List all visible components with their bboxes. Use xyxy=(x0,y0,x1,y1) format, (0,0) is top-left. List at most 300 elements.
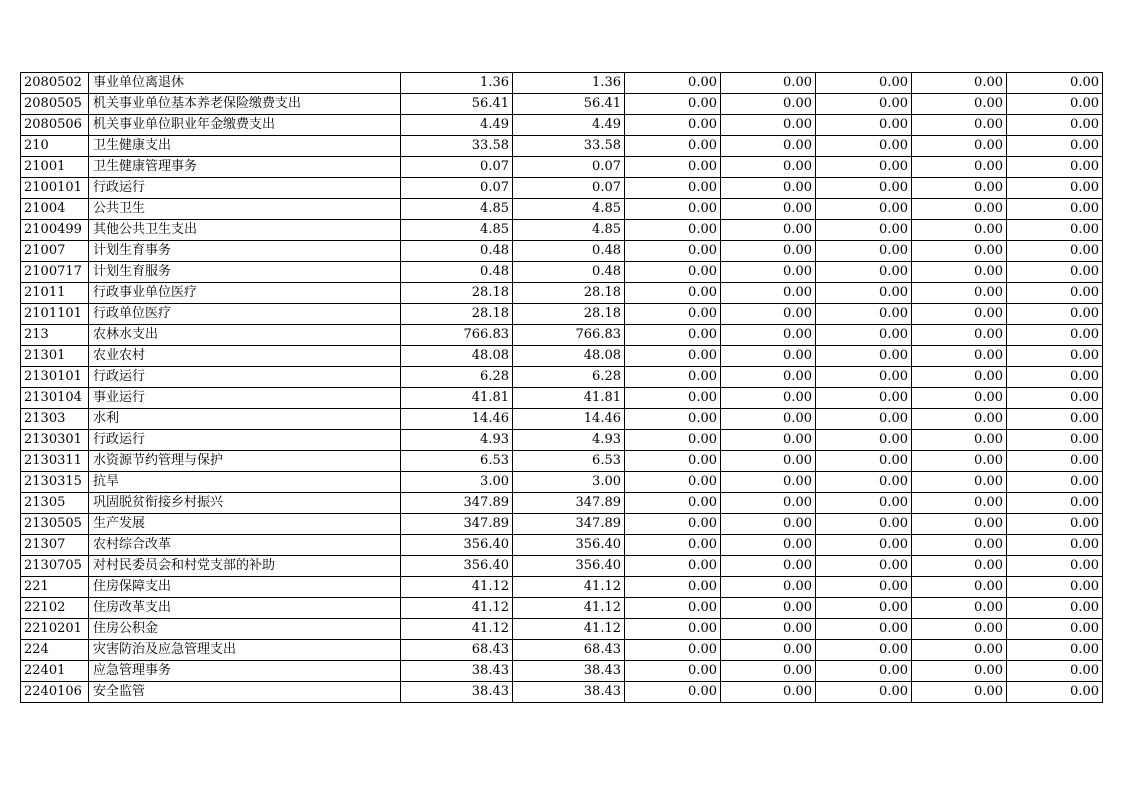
amount-cell: 0.00 xyxy=(625,157,721,178)
amount-cell: 4.49 xyxy=(401,115,513,136)
table-row xyxy=(21,178,1103,199)
amount-cell: 0.00 xyxy=(1007,115,1103,136)
amount-cell: 0.00 xyxy=(721,640,816,661)
amount-cell: 0.00 xyxy=(721,220,816,241)
amount-cell: 0.00 xyxy=(912,451,1007,472)
amount-cell: 0.00 xyxy=(1007,94,1103,115)
amount-cell: 0.00 xyxy=(1007,199,1103,220)
amount-cell: 0.00 xyxy=(816,598,912,619)
amount-cell: 0.00 xyxy=(721,682,816,703)
amount-cell: 0.00 xyxy=(625,325,721,346)
subject-name-cell: 农林水支出 xyxy=(89,325,401,346)
amount-cell: 41.12 xyxy=(513,598,625,619)
amount-cell: 0.00 xyxy=(721,472,816,493)
amount-cell: 0.00 xyxy=(1007,136,1103,157)
subject-name-cell: 卫生健康支出 xyxy=(89,136,401,157)
amount-cell: 0.00 xyxy=(721,493,816,514)
subject-code-cell: 2080502 xyxy=(21,73,89,94)
amount-cell: 0.00 xyxy=(816,115,912,136)
amount-cell: 0.00 xyxy=(816,220,912,241)
amount-cell: 0.00 xyxy=(912,157,1007,178)
amount-cell: 0.00 xyxy=(912,325,1007,346)
amount-cell: 766.83 xyxy=(513,325,625,346)
subject-code-cell: 2130315 xyxy=(21,472,89,493)
amount-cell: 4.85 xyxy=(513,220,625,241)
amount-cell: 0.00 xyxy=(1007,472,1103,493)
amount-cell: 0.00 xyxy=(721,73,816,94)
amount-cell: 33.58 xyxy=(401,136,513,157)
amount-cell: 68.43 xyxy=(513,640,625,661)
subject-code-cell: 2100101 xyxy=(21,178,89,199)
amount-cell: 0.00 xyxy=(816,577,912,598)
subject-code-cell: 2130101 xyxy=(21,367,89,388)
amount-cell: 0.00 xyxy=(721,535,816,556)
amount-cell: 0.00 xyxy=(816,661,912,682)
amount-cell: 0.00 xyxy=(1007,514,1103,535)
table-row xyxy=(21,619,1103,640)
amount-cell: 0.00 xyxy=(816,367,912,388)
amount-cell: 1.36 xyxy=(513,73,625,94)
subject-name-cell: 水利 xyxy=(89,409,401,430)
amount-cell: 0.00 xyxy=(1007,388,1103,409)
amount-cell: 347.89 xyxy=(513,493,625,514)
table-row xyxy=(21,493,1103,514)
amount-cell: 0.00 xyxy=(912,283,1007,304)
amount-cell: 0.00 xyxy=(1007,619,1103,640)
amount-cell: 0.00 xyxy=(1007,283,1103,304)
subject-code-cell: 2130705 xyxy=(21,556,89,577)
subject-code-cell: 224 xyxy=(21,640,89,661)
amount-cell: 0.00 xyxy=(816,409,912,430)
amount-cell: 0.00 xyxy=(721,661,816,682)
table-row xyxy=(21,472,1103,493)
amount-cell: 0.00 xyxy=(816,430,912,451)
subject-name-cell: 水资源节约管理与保护 xyxy=(89,451,401,472)
subject-code-cell: 21004 xyxy=(21,199,89,220)
amount-cell: 0.00 xyxy=(1007,598,1103,619)
amount-cell: 0.00 xyxy=(816,388,912,409)
amount-cell: 0.00 xyxy=(912,73,1007,94)
amount-cell: 6.53 xyxy=(401,451,513,472)
amount-cell: 48.08 xyxy=(401,346,513,367)
amount-cell: 0.00 xyxy=(912,535,1007,556)
amount-cell: 0.00 xyxy=(1007,157,1103,178)
amount-cell: 4.49 xyxy=(513,115,625,136)
amount-cell: 0.00 xyxy=(721,598,816,619)
subject-code-cell: 210 xyxy=(21,136,89,157)
amount-cell: 0.00 xyxy=(912,115,1007,136)
amount-cell: 48.08 xyxy=(513,346,625,367)
amount-cell: 0.00 xyxy=(816,493,912,514)
amount-cell: 0.00 xyxy=(625,493,721,514)
amount-cell: 0.00 xyxy=(721,388,816,409)
amount-cell: 56.41 xyxy=(401,94,513,115)
amount-cell: 0.00 xyxy=(1007,430,1103,451)
amount-cell: 356.40 xyxy=(401,556,513,577)
amount-cell: 0.00 xyxy=(816,73,912,94)
subject-name-cell: 机关事业单位基本养老保险缴费支出 xyxy=(89,94,401,115)
amount-cell: 0.00 xyxy=(816,304,912,325)
subject-code-cell: 21011 xyxy=(21,283,89,304)
subject-code-cell: 21305 xyxy=(21,493,89,514)
amount-cell: 0.00 xyxy=(625,283,721,304)
amount-cell: 0.00 xyxy=(625,178,721,199)
table-row xyxy=(21,199,1103,220)
amount-cell: 0.00 xyxy=(625,661,721,682)
amount-cell: 0.00 xyxy=(625,619,721,640)
amount-cell: 0.00 xyxy=(1007,178,1103,199)
amount-cell: 0.07 xyxy=(513,178,625,199)
subject-code-cell: 213 xyxy=(21,325,89,346)
budget-expenditure-table xyxy=(20,72,1103,703)
table-row xyxy=(21,94,1103,115)
amount-cell: 356.40 xyxy=(401,535,513,556)
table-row xyxy=(21,283,1103,304)
amount-cell: 0.00 xyxy=(625,136,721,157)
amount-cell: 0.00 xyxy=(1007,661,1103,682)
amount-cell: 0.00 xyxy=(625,556,721,577)
amount-cell: 0.00 xyxy=(1007,241,1103,262)
subject-code-cell: 221 xyxy=(21,577,89,598)
subject-name-cell: 事业单位离退休 xyxy=(89,73,401,94)
subject-code-cell: 2101101 xyxy=(21,304,89,325)
subject-code-cell: 21303 xyxy=(21,409,89,430)
amount-cell: 0.00 xyxy=(1007,262,1103,283)
amount-cell: 0.00 xyxy=(912,514,1007,535)
subject-name-cell: 行政运行 xyxy=(89,430,401,451)
amount-cell: 0.00 xyxy=(912,556,1007,577)
subject-name-cell: 抗旱 xyxy=(89,472,401,493)
amount-cell: 0.00 xyxy=(721,262,816,283)
amount-cell: 3.00 xyxy=(513,472,625,493)
subject-name-cell: 住房改革支出 xyxy=(89,598,401,619)
amount-cell: 4.93 xyxy=(401,430,513,451)
amount-cell: 0.00 xyxy=(721,430,816,451)
subject-code-cell: 22102 xyxy=(21,598,89,619)
subject-name-cell: 农村综合改革 xyxy=(89,535,401,556)
amount-cell: 0.00 xyxy=(1007,367,1103,388)
amount-cell: 0.00 xyxy=(912,472,1007,493)
amount-cell: 0.00 xyxy=(625,346,721,367)
amount-cell: 0.00 xyxy=(721,325,816,346)
amount-cell: 0.00 xyxy=(912,661,1007,682)
amount-cell: 3.00 xyxy=(401,472,513,493)
amount-cell: 41.81 xyxy=(513,388,625,409)
subject-code-cell: 21001 xyxy=(21,157,89,178)
subject-code-cell: 21007 xyxy=(21,241,89,262)
table-row xyxy=(21,409,1103,430)
amount-cell: 0.48 xyxy=(513,262,625,283)
amount-cell: 0.00 xyxy=(625,451,721,472)
table-row xyxy=(21,304,1103,325)
amount-cell: 56.41 xyxy=(513,94,625,115)
amount-cell: 0.00 xyxy=(625,472,721,493)
amount-cell: 0.00 xyxy=(912,430,1007,451)
amount-cell: 0.00 xyxy=(625,535,721,556)
subject-name-cell: 机关事业单位职业年金缴费支出 xyxy=(89,115,401,136)
amount-cell: 0.00 xyxy=(912,619,1007,640)
amount-cell: 0.00 xyxy=(1007,493,1103,514)
amount-cell: 41.12 xyxy=(513,619,625,640)
amount-cell: 0.00 xyxy=(912,178,1007,199)
amount-cell: 0.00 xyxy=(625,304,721,325)
amount-cell: 0.00 xyxy=(1007,220,1103,241)
amount-cell: 0.00 xyxy=(721,451,816,472)
amount-cell: 0.00 xyxy=(1007,535,1103,556)
amount-cell: 0.00 xyxy=(912,640,1007,661)
amount-cell: 0.00 xyxy=(625,577,721,598)
amount-cell: 0.00 xyxy=(912,388,1007,409)
amount-cell: 0.00 xyxy=(721,367,816,388)
amount-cell: 0.00 xyxy=(721,514,816,535)
amount-cell: 28.18 xyxy=(401,304,513,325)
table-row xyxy=(21,577,1103,598)
amount-cell: 0.00 xyxy=(912,346,1007,367)
amount-cell: 766.83 xyxy=(401,325,513,346)
subject-name-cell: 其他公共卫生支出 xyxy=(89,220,401,241)
amount-cell: 6.53 xyxy=(513,451,625,472)
amount-cell: 41.12 xyxy=(401,577,513,598)
amount-cell: 0.00 xyxy=(912,598,1007,619)
amount-cell: 0.00 xyxy=(625,409,721,430)
table-row xyxy=(21,514,1103,535)
amount-cell: 0.00 xyxy=(1007,346,1103,367)
table-row xyxy=(21,430,1103,451)
amount-cell: 0.00 xyxy=(816,283,912,304)
subject-code-cell: 2130301 xyxy=(21,430,89,451)
amount-cell: 6.28 xyxy=(401,367,513,388)
amount-cell: 0.00 xyxy=(816,262,912,283)
table-row xyxy=(21,157,1103,178)
subject-name-cell: 灾害防治及应急管理支出 xyxy=(89,640,401,661)
amount-cell: 0.00 xyxy=(816,619,912,640)
subject-name-cell: 行政单位医疗 xyxy=(89,304,401,325)
amount-cell: 0.00 xyxy=(912,304,1007,325)
amount-cell: 41.12 xyxy=(401,619,513,640)
subject-code-cell: 2080506 xyxy=(21,115,89,136)
amount-cell: 0.00 xyxy=(816,451,912,472)
amount-cell: 0.00 xyxy=(721,283,816,304)
subject-code-cell: 21307 xyxy=(21,535,89,556)
table-row xyxy=(21,241,1103,262)
amount-cell: 0.00 xyxy=(625,430,721,451)
subject-name-cell: 住房保障支出 xyxy=(89,577,401,598)
subject-name-cell: 公共卫生 xyxy=(89,199,401,220)
amount-cell: 0.00 xyxy=(721,115,816,136)
table-row xyxy=(21,535,1103,556)
table-row xyxy=(21,220,1103,241)
amount-cell: 0.00 xyxy=(721,199,816,220)
amount-cell: 0.00 xyxy=(625,388,721,409)
amount-cell: 347.89 xyxy=(513,514,625,535)
amount-cell: 28.18 xyxy=(513,304,625,325)
table-row xyxy=(21,136,1103,157)
amount-cell: 0.00 xyxy=(625,241,721,262)
subject-code-cell: 2130311 xyxy=(21,451,89,472)
amount-cell: 0.07 xyxy=(513,157,625,178)
subject-name-cell: 行政事业单位医疗 xyxy=(89,283,401,304)
table-row xyxy=(21,325,1103,346)
subject-code-cell: 2100717 xyxy=(21,262,89,283)
amount-cell: 0.00 xyxy=(912,682,1007,703)
amount-cell: 0.00 xyxy=(625,73,721,94)
amount-cell: 0.07 xyxy=(401,157,513,178)
amount-cell: 356.40 xyxy=(513,535,625,556)
table-body xyxy=(21,73,1103,703)
amount-cell: 0.00 xyxy=(625,262,721,283)
subject-code-cell: 22401 xyxy=(21,661,89,682)
amount-cell: 0.00 xyxy=(912,94,1007,115)
table-row xyxy=(21,73,1103,94)
subject-code-cell: 2100499 xyxy=(21,220,89,241)
amount-cell: 41.12 xyxy=(513,577,625,598)
amount-cell: 0.07 xyxy=(401,178,513,199)
amount-cell: 0.00 xyxy=(625,94,721,115)
amount-cell: 0.00 xyxy=(721,346,816,367)
subject-name-cell: 对村民委员会和村党支部的补助 xyxy=(89,556,401,577)
amount-cell: 0.00 xyxy=(816,178,912,199)
amount-cell: 38.43 xyxy=(401,661,513,682)
amount-cell: 14.46 xyxy=(513,409,625,430)
amount-cell: 0.48 xyxy=(401,241,513,262)
amount-cell: 68.43 xyxy=(401,640,513,661)
amount-cell: 0.00 xyxy=(1007,640,1103,661)
subject-name-cell: 农业农村 xyxy=(89,346,401,367)
table-row xyxy=(21,115,1103,136)
subject-name-cell: 巩固脱贫衔接乡村振兴 xyxy=(89,493,401,514)
table-row xyxy=(21,388,1103,409)
amount-cell: 0.00 xyxy=(721,136,816,157)
amount-cell: 0.00 xyxy=(816,535,912,556)
amount-cell: 0.00 xyxy=(912,409,1007,430)
amount-cell: 0.00 xyxy=(912,220,1007,241)
amount-cell: 4.85 xyxy=(401,220,513,241)
amount-cell: 347.89 xyxy=(401,514,513,535)
subject-name-cell: 行政运行 xyxy=(89,178,401,199)
amount-cell: 0.00 xyxy=(1007,325,1103,346)
amount-cell: 0.00 xyxy=(721,94,816,115)
subject-name-cell: 生产发展 xyxy=(89,514,401,535)
subject-code-cell: 2130104 xyxy=(21,388,89,409)
subject-code-cell: 2210201 xyxy=(21,619,89,640)
amount-cell: 1.36 xyxy=(401,73,513,94)
table-row xyxy=(21,367,1103,388)
amount-cell: 0.00 xyxy=(912,136,1007,157)
amount-cell: 0.48 xyxy=(401,262,513,283)
amount-cell: 0.00 xyxy=(912,241,1007,262)
amount-cell: 4.93 xyxy=(513,430,625,451)
amount-cell: 0.00 xyxy=(816,346,912,367)
amount-cell: 0.00 xyxy=(912,199,1007,220)
table-row xyxy=(21,262,1103,283)
amount-cell: 0.00 xyxy=(1007,73,1103,94)
amount-cell: 0.00 xyxy=(721,304,816,325)
amount-cell: 0.00 xyxy=(625,682,721,703)
subject-name-cell: 计划生育服务 xyxy=(89,262,401,283)
subject-name-cell: 安全监管 xyxy=(89,682,401,703)
amount-cell: 0.00 xyxy=(721,241,816,262)
subject-name-cell: 应急管理事务 xyxy=(89,661,401,682)
amount-cell: 0.48 xyxy=(513,241,625,262)
amount-cell: 28.18 xyxy=(401,283,513,304)
subject-name-cell: 住房公积金 xyxy=(89,619,401,640)
amount-cell: 0.00 xyxy=(816,199,912,220)
amount-cell: 0.00 xyxy=(625,367,721,388)
subject-code-cell: 21301 xyxy=(21,346,89,367)
amount-cell: 0.00 xyxy=(816,514,912,535)
amount-cell: 4.85 xyxy=(513,199,625,220)
amount-cell: 0.00 xyxy=(721,556,816,577)
amount-cell: 38.43 xyxy=(513,682,625,703)
amount-cell: 0.00 xyxy=(1007,682,1103,703)
subject-code-cell: 2240106 xyxy=(21,682,89,703)
amount-cell: 0.00 xyxy=(816,682,912,703)
amount-cell: 14.46 xyxy=(401,409,513,430)
subject-name-cell: 计划生育事务 xyxy=(89,241,401,262)
amount-cell: 0.00 xyxy=(816,94,912,115)
table-row xyxy=(21,598,1103,619)
amount-cell: 0.00 xyxy=(912,493,1007,514)
amount-cell: 0.00 xyxy=(721,619,816,640)
table-row xyxy=(21,682,1103,703)
amount-cell: 0.00 xyxy=(1007,577,1103,598)
table-row xyxy=(21,640,1103,661)
amount-cell: 0.00 xyxy=(625,598,721,619)
amount-cell: 0.00 xyxy=(816,157,912,178)
amount-cell: 0.00 xyxy=(816,325,912,346)
amount-cell: 0.00 xyxy=(721,577,816,598)
subject-name-cell: 事业运行 xyxy=(89,388,401,409)
amount-cell: 0.00 xyxy=(816,472,912,493)
subject-code-cell: 2080505 xyxy=(21,94,89,115)
amount-cell: 41.81 xyxy=(401,388,513,409)
table-row xyxy=(21,346,1103,367)
table-row xyxy=(21,451,1103,472)
amount-cell: 4.85 xyxy=(401,199,513,220)
amount-cell: 0.00 xyxy=(1007,451,1103,472)
amount-cell: 0.00 xyxy=(721,409,816,430)
amount-cell: 347.89 xyxy=(401,493,513,514)
amount-cell: 38.43 xyxy=(513,661,625,682)
amount-cell: 0.00 xyxy=(912,367,1007,388)
subject-code-cell: 2130505 xyxy=(21,514,89,535)
amount-cell: 0.00 xyxy=(721,157,816,178)
amount-cell: 0.00 xyxy=(625,640,721,661)
amount-cell: 0.00 xyxy=(816,640,912,661)
amount-cell: 33.58 xyxy=(513,136,625,157)
amount-cell: 0.00 xyxy=(1007,556,1103,577)
subject-name-cell: 行政运行 xyxy=(89,367,401,388)
table-row xyxy=(21,661,1103,682)
amount-cell: 0.00 xyxy=(1007,409,1103,430)
amount-cell: 0.00 xyxy=(625,199,721,220)
amount-cell: 356.40 xyxy=(513,556,625,577)
amount-cell: 38.43 xyxy=(401,682,513,703)
amount-cell: 28.18 xyxy=(513,283,625,304)
amount-cell: 0.00 xyxy=(912,262,1007,283)
amount-cell: 0.00 xyxy=(625,514,721,535)
amount-cell: 0.00 xyxy=(816,556,912,577)
amount-cell: 0.00 xyxy=(1007,304,1103,325)
amount-cell: 0.00 xyxy=(912,577,1007,598)
table-row xyxy=(21,556,1103,577)
subject-name-cell: 卫生健康管理事务 xyxy=(89,157,401,178)
amount-cell: 6.28 xyxy=(513,367,625,388)
amount-cell: 0.00 xyxy=(625,115,721,136)
amount-cell: 0.00 xyxy=(816,136,912,157)
amount-cell: 0.00 xyxy=(816,241,912,262)
amount-cell: 41.12 xyxy=(401,598,513,619)
